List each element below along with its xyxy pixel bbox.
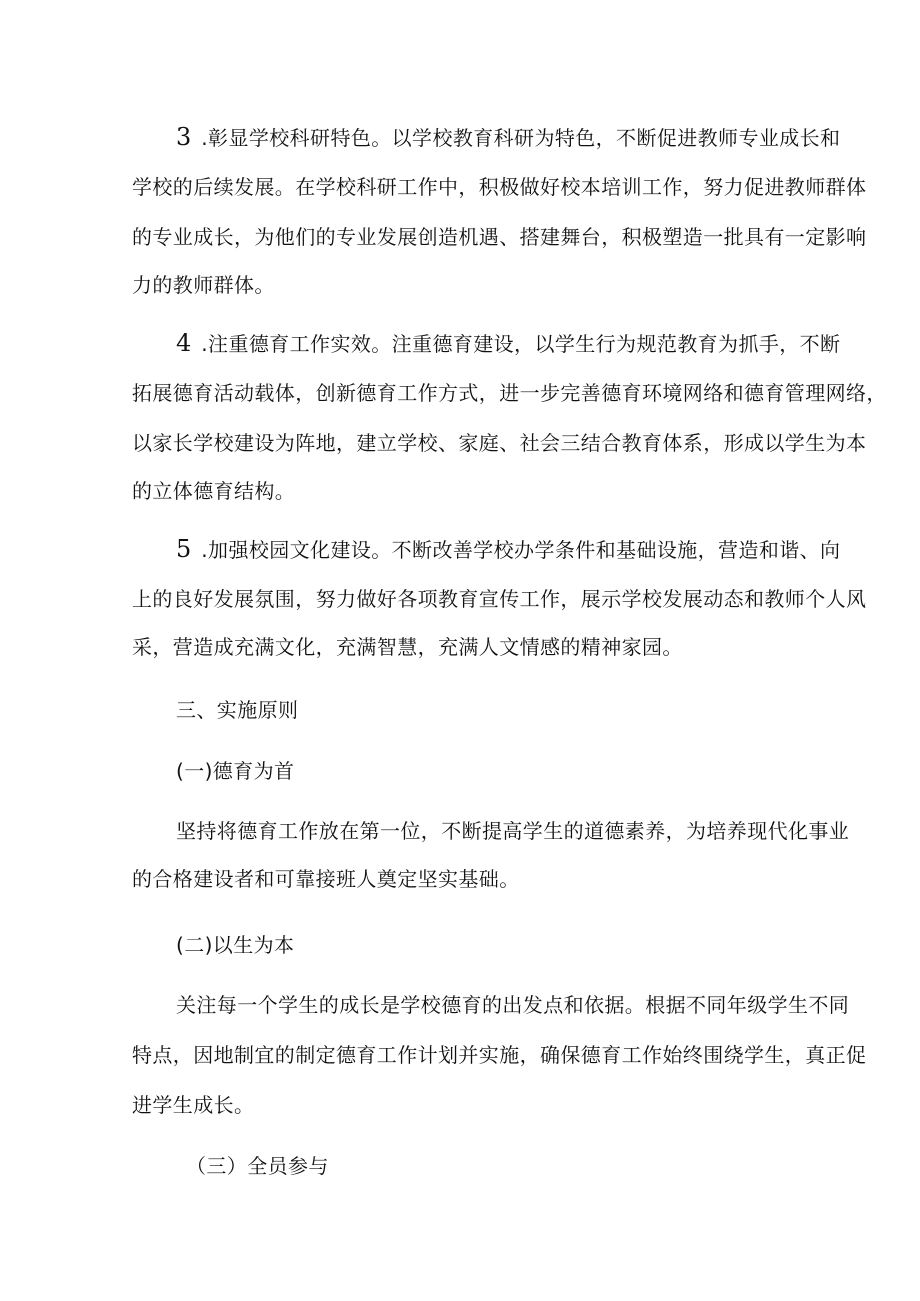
subsection-3-heading: （三）全员参与 xyxy=(186,1154,329,1178)
subsection-2-line-2: 特点，因地制宜的制定德育工作计划并实施，确保德育工作始终围绕学生，真正促 xyxy=(132,1043,867,1067)
paragraph-3-line-1 xyxy=(176,124,840,151)
paragraph-4-line-1-text: .注重德育工作实效。注重德育建设，以学生行为规范教育为抓手，不断 xyxy=(201,332,841,356)
paragraph-5-line-1-text: .加强校园文化建设。不断改善学校办学条件和基础设施，营造和谐、向 xyxy=(201,538,841,562)
paragraph-3-number: 3 xyxy=(176,123,192,151)
paragraph-3-line-3: 的专业成长，为他们的专业发展创造机遇、搭建舞台，积极塑造一批具有一定影响 xyxy=(132,225,867,249)
paragraph-4-line-1 xyxy=(176,330,840,357)
subsection-2-line-3: 进学生成长。 xyxy=(132,1093,255,1117)
subsection-1-line-2: 的合格建设者和可靠接班人奠定坚实基础。 xyxy=(132,867,520,891)
subsection-2-line-1: 关注每一个学生的成长是学校德育的出发点和依据。根据不同年级学生不同 xyxy=(176,993,850,1017)
paragraph-3-line-4: 力的教师群体。 xyxy=(132,273,275,297)
paragraph-4-line-2: 拓展德育活动载体，创新德育工作方式，进一步完善德育环境网络和德育管理网络， xyxy=(132,381,887,405)
paragraph-4-line-3: 以家长学校建设为阵地，建立学校、家庭、社会三结合教育体系，形成以学生为本 xyxy=(132,431,867,455)
subsection-1-line-1: 坚持将德育工作放在第一位，不断提高学生的道德素养，为培养现代化事业 xyxy=(176,819,850,843)
paragraph-4-line-4: 的立体德育结构。 xyxy=(132,479,296,503)
paragraph-4-number: 4 xyxy=(176,329,192,357)
paragraph-3-line-1-text: .彰显学校科研特色。以学校教育科研为特色，不断促进教师专业成长和 xyxy=(201,126,841,150)
subsection-2-heading: (二)以生为本 xyxy=(176,933,295,957)
paragraph-5-line-2: 上的良好发展氛围，努力做好各项教育宣传工作，展示学校发展动态和教师个人风 xyxy=(132,587,867,611)
paragraph-3-line-2: 学校的后续发展。在学校科研工作中，积极做好校本培训工作，努力促进教师群体 xyxy=(132,175,867,199)
section-3-heading: 三、实施原则 xyxy=(176,698,299,722)
subsection-1-heading: (一)德育为首 xyxy=(176,759,295,783)
paragraph-5-line-1 xyxy=(176,536,840,563)
paragraph-5-number: 5 xyxy=(176,535,192,563)
paragraph-5-line-3: 采，营造成充满文化，充满智慧，充满人文情感的精神家园。 xyxy=(132,635,683,659)
